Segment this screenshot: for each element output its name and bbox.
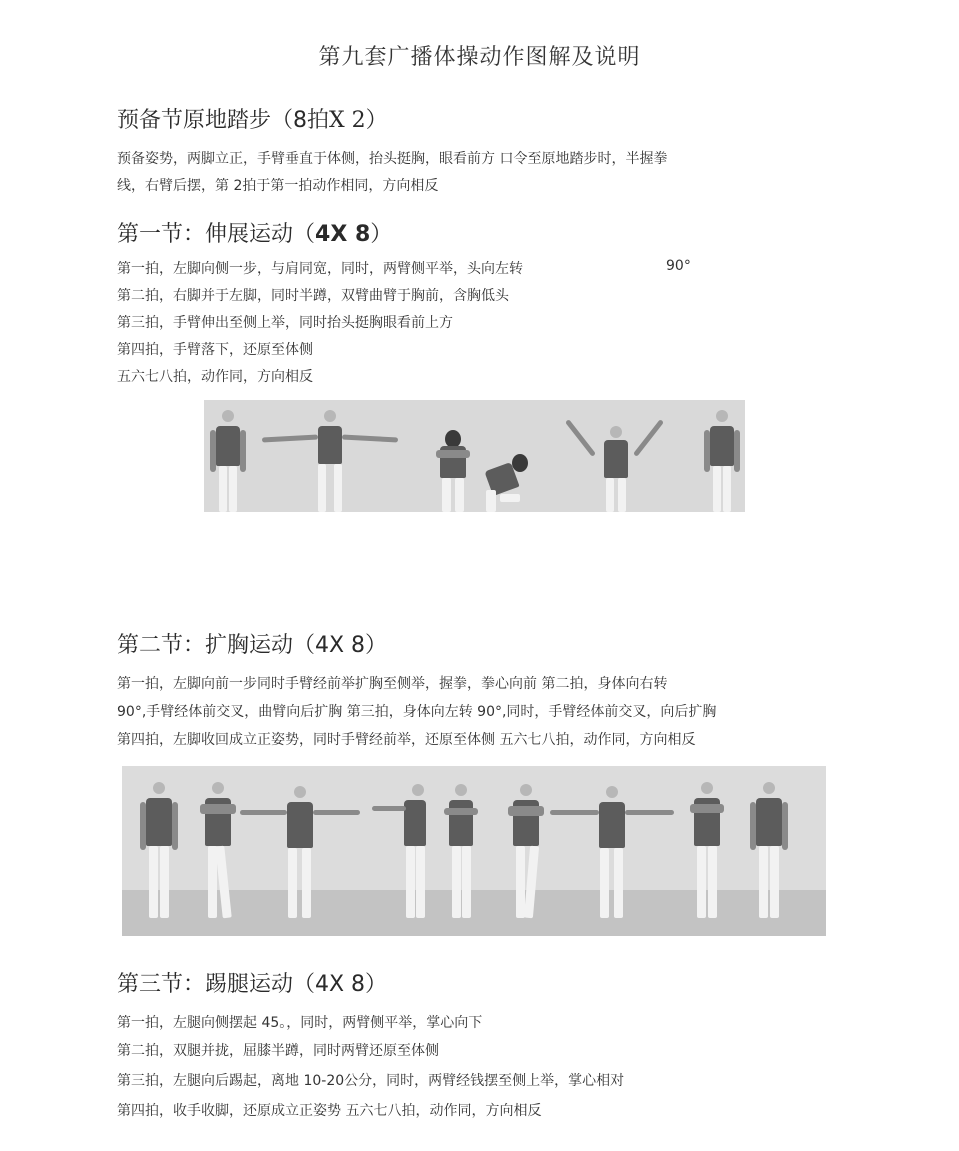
exercise-figure: [210, 408, 246, 512]
prep-line-2: 线，右臂后摆，第 2拍于第一拍动作相同，方向相反: [117, 178, 439, 194]
exercise-figure: [550, 782, 674, 922]
section3-heading: 第三节：踢腿运动（4X 8）: [117, 972, 388, 997]
exercise-figure: [688, 782, 726, 922]
section2-photo-strip: [122, 766, 826, 936]
section1-heading-part-b: 4X 8: [315, 222, 371, 247]
section1-photo-strip: [204, 400, 745, 512]
section1-line-5: 五六七八拍，动作同，方向相反: [117, 369, 313, 385]
prep-heading-part-a: 预备节原地踏步（8拍: [117, 108, 329, 133]
section3-line-3: 第三拍，左腿向后踢起，离地 10-20公分，同时，两臂经钱摆至侧上举，掌心相对: [117, 1073, 625, 1089]
section1-line-3: 第三拍，手臂伸出至侧上举，同时抬头挺胸眼看前上方: [117, 315, 453, 331]
document-title: 第九套广播体操动作图解及说明: [318, 45, 641, 70]
exercise-figure: [140, 782, 178, 922]
section2-heading: 第二节：扩胸运动（4X 8）: [117, 633, 388, 658]
exercise-figure: [506, 782, 546, 922]
section3-line-4: 第四拍，收手收脚，还原成立正姿势 五六七八拍，动作同，方向相反: [117, 1103, 542, 1119]
exercise-figure: [570, 400, 662, 512]
exercise-figure: [198, 782, 238, 922]
section1-line-2: 第二拍，右脚并于左脚，同时半蹲，双臂曲臂于胸前，含胸低头: [117, 288, 509, 304]
exercise-figure: [432, 430, 474, 512]
section1-line-4: 第四拍，手臂落下，还原至体侧: [117, 342, 313, 358]
prep-heading: [117, 103, 388, 134]
section2-line-3: 第四拍，左脚收回成立正姿势，同时手臂经前举，还原至体侧 五六七八拍，动作同，方向相反: [117, 732, 696, 748]
exercise-figure: [704, 408, 740, 512]
exercise-figure: [750, 782, 788, 922]
section1-heading-part-c: ）: [370, 222, 393, 247]
section3-line-1: 第一拍，左腿向侧摆起 45。，同时，两臂侧平举，掌心向下: [117, 1015, 483, 1031]
section1-angle: 90°: [666, 258, 691, 274]
exercise-figure: [444, 782, 478, 922]
exercise-figure: [372, 782, 430, 922]
section2-line-1: 第一拍，左脚向前一步同时手臂经前举扩胸至侧举，握拳，拳心向前 第二拍，身体向右转: [117, 676, 668, 692]
exercise-figure: [240, 782, 360, 922]
exercise-figure: [262, 408, 398, 512]
section1-heading: [117, 217, 392, 248]
section1-line-1: 第一拍，左脚向侧一步，与肩同宽，同时，两臂侧平举，头向左转: [117, 261, 523, 277]
prep-heading-part-b: X 2）: [329, 108, 388, 133]
section3-line-2: 第二拍，双腿并拢，屈膝半蹲，同时两臂还原至体侧: [117, 1043, 439, 1059]
exercise-figure: [480, 450, 530, 512]
section2-line-2: 90°,手臂经体前交叉，曲臂向后扩胸 第三拍，身体向左转 90°,同时，手臂经体前交叉，向后扩胸: [117, 704, 717, 720]
section1-heading-part-a: 第一节：伸展运动（: [117, 222, 316, 247]
prep-line-1: 预备姿势，两脚立正，手臂垂直于体侧，抬头挺胸，眼看前方 口令至原地踏步时，半握拳: [117, 151, 668, 167]
